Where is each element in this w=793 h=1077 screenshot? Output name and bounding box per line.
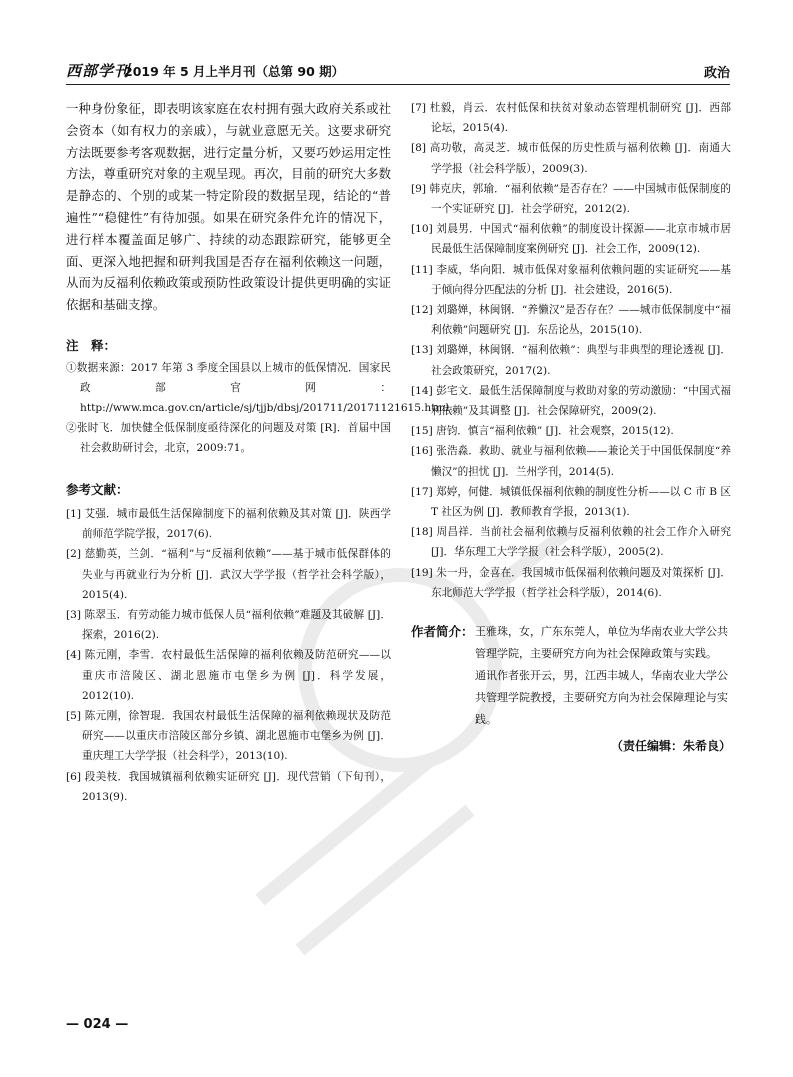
reference-item: [11] 李威，华向阳．城市低保对象福利依赖问题的实证研究——基于倾向得分匹配法的分析 [J]．社会建设，2016(5). xyxy=(411,263,731,296)
author-label: 作者简介： xyxy=(411,624,474,640)
section-name: 政治 xyxy=(703,66,730,81)
reference-item: [6] 段美枝．我国城镇福利依赖实证研究 [J]．现代营销（下旬刊），2013(9). xyxy=(66,770,391,803)
reference-item: [13] 刘璐婵，林闽钢．“福利依赖”：典型与非典型的理论透视 [J]．社会政策研究，2017(2). xyxy=(411,344,731,377)
author-section xyxy=(411,621,731,731)
author-intro: 王雅珠，女，广东东莞人，单位为华南农业大学公共管理学院，主要研究方向为社会保障政策与实践。 xyxy=(475,625,728,661)
reference-item: [16] 张浩淼．救助、就业与福利依赖——兼论关于中国低保制度“养懒汉”的担忧 [J]．兰州学刊，2014(5). xyxy=(411,445,731,478)
reference-item: [14] 彭宅文．最低生活保障制度与救助对象的劳动激励：“中国式福利依赖”及其调整 [J]．社会保障研究，2009(2). xyxy=(411,384,731,418)
journal-logo: 西部学刊 xyxy=(66,62,131,80)
issue-info: 2019 年 5 月上半月刊（总第 90 期） xyxy=(124,64,345,79)
reference-item: [10] 刘晨男．中国式“福利依赖”的制度设计探源——北京市城市居民最低生活保障制度案例研究 [J]．社会工作，2009(12). xyxy=(411,223,731,256)
reference-item: [18] 周昌祥．当前社会福利依赖与反福利依赖的社会工作介入研究 [J]．华东理工大学学报（社会科学版），2005(2). xyxy=(411,526,731,559)
reference-item: [15] 唐钧．慎言“福利依赖” [J]．社会观察，2015(12). xyxy=(411,425,674,438)
reference-item: [9] 韩克庆，郭瑜．“福利依赖”是否存在？——中国城市低保制度的一个实证研究 [J]．社会学研究，2012(2). xyxy=(411,182,731,216)
reference-item: [19] 朱一丹，金喜在．我国城市低保福利依赖问题及对策探析 [J]．东北师范大学学报（哲学社会科学版），2014(6). xyxy=(411,566,731,599)
author-corresponding: 通讯作者张开云，男，江西丰城人，华南农业大学公共管理学院教授，主要研究方向为社会保障理论与实践。 xyxy=(475,669,728,727)
header-divider xyxy=(66,84,730,85)
page-number: — 024 — xyxy=(66,1017,129,1032)
reference-item: [8] 高功敬，高灵芝．城市低保的历史性质与福利依赖 [J]．南通大学学报（社会科学版），2009(3). xyxy=(411,142,731,175)
note-item: ②张时飞．加快健全低保制度亟待深化的问题及对策 [R]．首届中国社会救助研讨会，北京，2009:71。 xyxy=(66,421,391,454)
page-header xyxy=(66,60,730,80)
reference-item: [7] 杜毅，肖云．农村低保和扶贫对象动态管理机制研究 [J]．西部论坛，2015(4). xyxy=(411,102,731,135)
references-list-right xyxy=(411,98,731,603)
reference-item: [2] 慈勤英，兰剑．“福利”与“反福利依赖”——基于城市低保群体的失业与再就业行为分析 [J]．武汉大学学报（哲学社会科学版），2015(4). xyxy=(66,548,391,601)
reference-item: [17] 郑婷，何健．城镇低保福利依赖的制度性分析——以 C 市 B 区 T 社区为例 [J]．教师教育学报，2013(1). xyxy=(411,485,731,519)
references-title: 参考文献： xyxy=(66,481,129,497)
reference-item: [4] 陈元刚，李雪．农村最低生活保障的福利依赖及防范研究——以重庆市涪陵区、湖北恩施市屯堡乡为例 [J]．科学发展，2012(10). xyxy=(66,649,391,702)
reference-item: [1] 艾强．城市最低生活保障制度下的福利依赖及其对策 [J]．陕西学前师范学院学报，2017(6). xyxy=(66,507,391,541)
body-paragraph: 一种身份象征，即表明该家庭在农村拥有强大政府关系或社会资本（如有权力的亲戚），与就业意愿无关。这要求研究方法既要参考客观数据，进行定量分析，又要巧妙运用定性方法，尊重研究对象的主观呈现。再次，目前的研究大多数是静态的、个别的或某一特定阶段的数据呈现，结论的“普遍性”“稳健性”有待加强。如果在研究条件允许的情况下，进行样本覆盖面足够广、持续的动态跟踪研究，能够更全面、更深入地把握和研判我国是否存在福利依赖这一问题，从而为反福利依赖政策或预防性政策设计提供更明确的实证依据和基础支撑。 xyxy=(66,101,391,313)
editor-credit: （责任编辑：朱希良） xyxy=(610,739,731,754)
right-column xyxy=(411,98,731,754)
reference-item: [3] 陈翠玉．有劳动能力城市低保人员“福利依赖”难题及其破解 [J]．探索，2016(2). xyxy=(66,608,391,642)
references-list-left xyxy=(66,504,391,807)
notes-title: 注 释： xyxy=(66,337,117,353)
note-item: ①数据来源：2017 年第 3 季度全国县以上城市的低保情况．国家民政部官网：http://www.mca.gov.cn/article/sj/tjjb/dbsj/201711/20171121615.html。 xyxy=(66,361,460,414)
reference-item: [5] 陈元刚，徐智琨．我国农村最低生活保障的福利依赖现状及防范研究——以重庆市涪陵区部分乡镇、湖北恩施市屯堡乡为例 [J]．重庆理工大学学报（社会科学），2013(10). xyxy=(66,710,391,763)
reference-item: [12] 刘璐婵，林闽钢．“养懒汉”是否存在？——城市低保制度中“福利依赖”问题研究 [J]．东岳论丛，2015(10). xyxy=(411,304,731,337)
